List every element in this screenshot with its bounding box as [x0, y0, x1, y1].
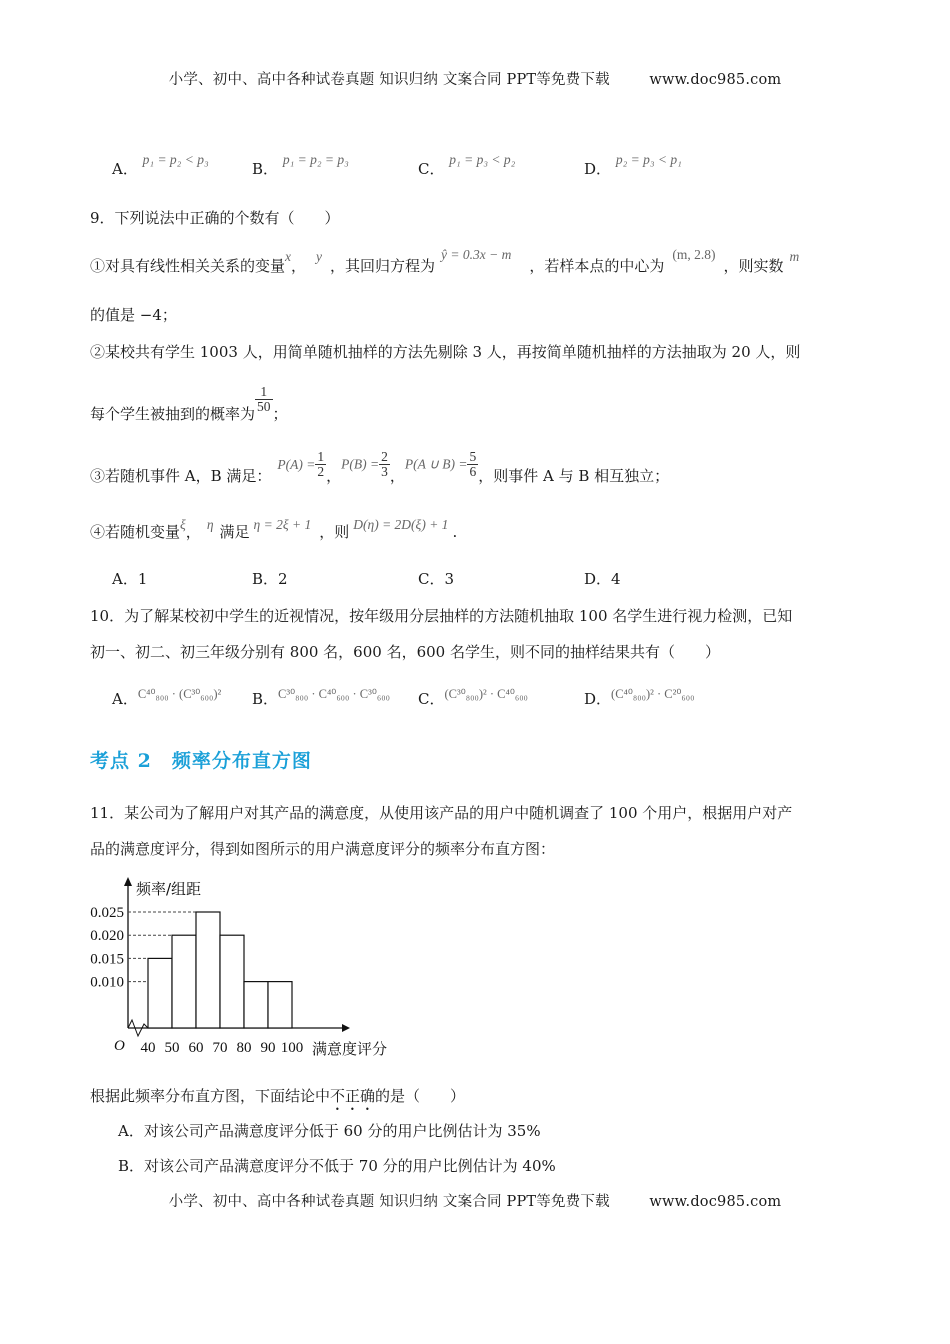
- y-tick-label: 0.010: [90, 974, 124, 991]
- x-tick-label: 100: [280, 1040, 304, 1056]
- q9-option-c[interactable]: C．3: [418, 570, 455, 588]
- histogram-bar: [196, 912, 220, 1028]
- footer-url: www.doc985.com: [649, 1194, 782, 1210]
- var-x: x: [285, 249, 292, 264]
- regression-equation: ŷ = 0.3x − m: [441, 247, 512, 262]
- variance-relation: D(η) = 2D(ξ) + 1: [353, 517, 449, 532]
- q8-option-d[interactable]: D． p₂ = p₃ < p₁: [584, 152, 682, 178]
- q10-line-2: 初一、初二、初三年级分别有 800 名，600 名，600 名学生，则不同的抽样结果共有（ ）: [90, 643, 720, 661]
- q9-option-a[interactable]: A．1: [112, 570, 148, 588]
- x-tick-label: 70: [212, 1040, 228, 1056]
- histogram-bar: [220, 935, 244, 1028]
- emphasis-not-correct: 不正确: [330, 1087, 376, 1105]
- header-text: 小学、初中、高中各种试卷真题 知识归纳 文案合同 PPT等免费下载: [168, 72, 610, 88]
- eta-relation: η = 2ξ + 1: [253, 517, 312, 532]
- q11-option-a[interactable]: A．对该公司产品满意度评分低于 60 分的用户比例估计为 35%: [118, 1122, 541, 1140]
- var-eta: η: [206, 517, 214, 532]
- q11-line-2: 品的满意度评分，得到如图所示的用户满意度评分的频率分布直方图：: [90, 840, 556, 858]
- q9-statement-4: ④若随机变量ξ， η 满足 η = 2ξ + 1 ，则 D(η) = 2D(ξ) + 1 .: [90, 517, 458, 541]
- q11-line-1: 11．某公司为了解用户对其产品的满意度，从使用该产品的用户中随机调查了 100 个用户，根据用户对产: [90, 804, 793, 822]
- prob-b: P(B) =: [341, 456, 380, 472]
- q8-option-a[interactable]: A． p₁ = p₂ < p₃: [112, 152, 209, 178]
- q9-option-b[interactable]: B．2: [252, 570, 288, 588]
- q10-option-d[interactable]: D．$^{(C^{40}_{800})^2 \cdot C^{20}_{600}}$: [584, 687, 695, 708]
- x-axis-label: 满意度评分: [312, 1040, 388, 1058]
- prob-a-union-b: P(A ∪ B) =: [404, 456, 468, 472]
- q8-option-b-expr: p₁ = p₂ = p₃: [282, 152, 349, 167]
- q9-statement-3: ③若随机事件 A，B 满足：P(A) = $\frac{1}{2}$ ，P(B) = $\frac{2}{3}$ ，P(A ∪ B) = $\frac{5}{6}$ ，则事件 A 与 B 相互独立；: [90, 449, 670, 485]
- q8-option-c[interactable]: C． p₁ = p₃ < p₂: [418, 152, 516, 178]
- q9-statement-1: ①对具有线性相关关系的变量x，y，其回归方程为ŷ = 0.3x − m，若样本点的中心为(m, 2.8)，则实数m: [90, 247, 800, 275]
- histogram-bar: [244, 982, 268, 1028]
- histogram-bar: [268, 982, 292, 1028]
- prob-a: P(A) =: [277, 456, 316, 472]
- q10-line-1: 10．为了解某校初中学生的近视情况，按年级用分层抽样的方法随机抽取 100 名学生进行视力检测，已知: [90, 607, 793, 625]
- x-tick-label: 50: [164, 1040, 180, 1056]
- q10-option-c[interactable]: C．$^{(C^{30}_{800})^2 \cdot C^{40}_{600}}$: [418, 687, 528, 708]
- x-tick-label: 60: [188, 1040, 204, 1056]
- histogram-bar: [148, 958, 172, 1028]
- x-axis-arrow: [342, 1024, 350, 1032]
- q9-statement-2: ②某校共有学生 1003 人，用简单随机抽样的方法先剔除 3 人，再按简单随机抽样的方法抽取为 20 人，则: [90, 343, 801, 361]
- q8-option-a-expr: p₁ = p₂ < p₃: [142, 152, 209, 167]
- q10-option-b[interactable]: B．$^{C^{30}_{800} \cdot C^{40}_{600} \cdot C^{30}_{600}}$: [252, 687, 390, 708]
- q8-option-d-expr: p₂ = p₃ < p₁: [615, 152, 682, 167]
- y-axis-label: 频率/组距: [136, 880, 202, 898]
- q8-option-c-expr: p₁ = p₃ < p₂: [449, 152, 516, 167]
- y-tick-label: 0.020: [90, 928, 124, 945]
- q9-stem: 9．下列说法中正确的个数有（ ）: [90, 209, 340, 227]
- sample-center: (m, 2.8): [672, 247, 716, 262]
- section-title: 考点 2 频率分布直方图: [90, 750, 312, 772]
- histogram-bar: [172, 935, 196, 1028]
- x-tick-label: 90: [260, 1040, 276, 1056]
- q9-statement-2-cont: 每个学生被抽到的概率为 $\frac{1}{50}$ ；: [90, 384, 288, 423]
- origin-label: O: [114, 1038, 125, 1054]
- y-tick-label: 0.025: [90, 905, 124, 921]
- probability-fraction: $\frac{1}{50}$: [257, 384, 271, 414]
- var-xi: ξ: [180, 517, 186, 532]
- footer-text: 小学、初中、高中各种试卷真题 知识归纳 文案合同 PPT等免费下载: [168, 1194, 610, 1210]
- x-tick-label: 80: [236, 1040, 252, 1056]
- q9-statement-1-cont: 的值是 −4；: [90, 306, 177, 324]
- q11-question: 根据此频率分布直方图，下面结论中不正确的是（ ）: [90, 1087, 466, 1105]
- frequency-histogram: [80, 872, 420, 1062]
- y-tick-label: 0.015: [90, 951, 124, 968]
- header-url: www.doc985.com: [649, 72, 782, 88]
- var-y: y: [316, 249, 323, 264]
- page-footer: [0, 1190, 950, 1211]
- x-tick-label: 40: [140, 1040, 156, 1056]
- q10-option-a[interactable]: A．$^{C^{40}_{800} \cdot (C^{30}_{600})^2}$: [112, 687, 222, 708]
- var-m: m: [789, 249, 800, 264]
- q9-option-d[interactable]: D．4: [584, 570, 621, 588]
- page-header: [0, 68, 950, 89]
- y-axis-arrow: [124, 877, 132, 886]
- q11-option-b[interactable]: B．对该公司产品满意度评分不低于 70 分的用户比例估计为 40%: [118, 1157, 556, 1175]
- q8-option-b[interactable]: B． p₁ = p₂ = p₃: [252, 152, 349, 178]
